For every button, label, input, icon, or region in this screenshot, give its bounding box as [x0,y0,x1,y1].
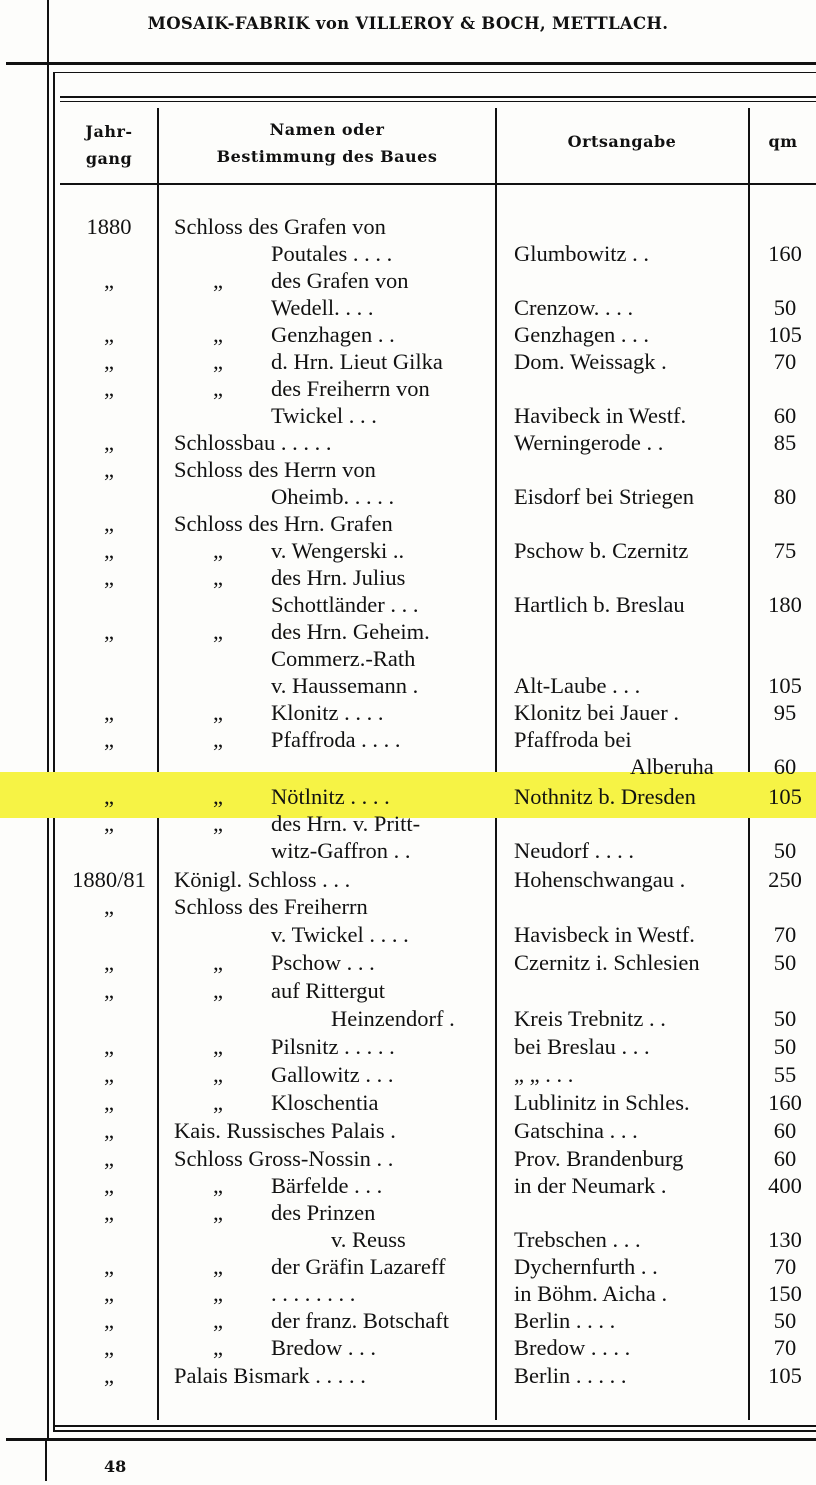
cell-year: „ [104,376,114,401]
header-place: Ortsangabe [567,132,677,151]
cell-name: Poutales . . . . [271,241,393,266]
cell-year [62,837,156,864]
table-row [0,1334,816,1361]
cell-place: Dom. Weissagk . [514,349,667,374]
cell-place: „ „ . . . [514,1062,574,1087]
cell-qm: 400 [768,1173,802,1198]
cell-place: Genzhagen . . . [514,322,649,347]
cell-place: Lublinitz in Schles. [514,1090,690,1115]
cell-name: v. Wengerski .. [271,538,405,563]
bottom-margin-rule [45,1441,47,1481]
cell-year: „ [104,1281,114,1306]
cell-ditto-mark: „ [213,268,223,293]
cell-ditto-mark: „ [213,727,223,752]
cell-name: Gallowitz . . . [271,1062,394,1087]
cell-year: „ [104,894,114,919]
table-row [0,1145,816,1172]
cell-place: Bredow . . . . [514,1335,631,1360]
cell-name: Schloss Gross-Nossin . . [174,1146,394,1171]
cell-name: Palais Bismark . . . . . [174,1363,366,1388]
cell-place: Czernitz i. Schlesien [514,950,700,975]
cell-qm [754,564,816,591]
cell-qm: 60 [773,1146,797,1171]
cell-name: der franz. Botschaft [271,1308,450,1333]
table-row [0,1061,816,1088]
cell-qm: 105 [768,322,802,347]
cell-year: „ [104,268,114,293]
cell-name: Schloss des Freiherrn [174,894,368,919]
cell-name: Twickel . . . [271,403,377,428]
cell-qm: 95 [773,700,797,725]
table-row [0,921,816,948]
cell-year [62,645,156,672]
cell-year: „ [104,1173,114,1198]
header-rule-2 [60,101,816,102]
table-row [0,699,816,726]
cell-name: Schloss des Hrn. Grafen [174,511,393,536]
cell-name: auf Rittergut [271,978,385,1003]
table-row [0,645,816,672]
table-row [0,1226,816,1253]
cell-qm: 75 [773,538,797,563]
cell-ditto-mark: „ [213,1200,223,1225]
table-row [0,726,816,753]
cell-name: Kais. Russisches Palais . [174,1118,396,1143]
cell-year: „ [104,1034,114,1059]
cell-place [514,375,744,402]
cell-place [514,456,744,483]
cell-qm [754,456,816,483]
cell-year: „ [104,1254,114,1279]
cell-year: „ [104,950,114,975]
cell-year: „ [104,619,114,644]
table-row [0,267,816,294]
cell-name: d. Hrn. Lieut Gilka [271,349,443,374]
cell-qm: 70 [773,349,797,374]
header-rule-bottom [60,183,816,185]
cell-place: Havibeck in Westf. [514,403,687,428]
cell-name: des Hrn. Julius [271,565,406,590]
page-heading: MOSAIK-FABRIK von VILLEROY & BOCH, METTLACH. [147,14,669,33]
cell-qm: 60 [773,403,797,428]
cell-year: „ [104,784,114,809]
cell-ditto-mark: „ [213,700,223,725]
cell-name: Kloschentia [271,1090,379,1115]
cell-place: Pfaffroda bei [514,727,632,752]
cell-qm: 50 [773,1034,797,1059]
cell-name: Oheimb. . . . . [271,484,395,509]
cell-name: Schottländer . . . [271,592,419,617]
table-row [0,977,816,1004]
table-row-highlighted [0,783,816,810]
cell-qm: 80 [773,484,797,509]
cell-place: Trebschen . . . [514,1227,641,1252]
cell-qm: 70 [773,922,797,947]
cell-qm: 50 [773,1308,797,1333]
cell-qm [754,510,816,537]
cell-year: „ [104,978,114,1003]
cell-qm: 70 [773,1254,797,1279]
cell-place: Klonitz bei Jauer . [514,700,679,725]
cell-year: „ [104,727,114,752]
header-qm: qm [768,132,798,151]
table-row [0,1199,816,1226]
cell-place [514,810,744,837]
cell-ditto-mark: „ [213,565,223,590]
table-row [0,537,816,564]
table-row [0,348,816,375]
cell-place [514,618,744,645]
cell-qm: 50 [773,838,797,863]
table-row [0,375,816,402]
cell-place: Dychernfurth . . [514,1254,658,1279]
cell-year: „ [104,1146,114,1171]
table-row [0,402,816,429]
cell-year [62,294,156,321]
cell-qm [754,213,816,240]
cell-qm: 70 [773,1335,797,1360]
cell-qm [754,375,816,402]
cell-qm: 105 [768,1363,802,1388]
cell-ditto-mark: „ [213,978,223,1003]
cell-qm: 60 [773,1118,797,1143]
cell-place: Hartlich b. Breslau [514,592,685,617]
cell-name: Pschow . . . [271,950,375,975]
cell-name: des Prinzen [271,1200,376,1225]
cell-year [62,240,156,267]
cell-place: Crenzow. . . . [514,295,634,320]
header-year-line2: gang [85,149,133,168]
table-row [0,1033,816,1060]
cell-qm: 50 [773,950,797,975]
cell-name: Nötlnitz . . . . [271,784,390,809]
cell-qm: 250 [768,867,802,892]
page-number: 48 [104,1457,127,1476]
cell-year [62,921,156,948]
cell-place: bei Breslau . . . [514,1034,650,1059]
cell-ditto-mark: „ [213,1090,223,1115]
table-row [0,618,816,645]
cell-place [514,564,744,591]
cell-year: „ [104,538,114,563]
cell-place: in Böhm. Aicha . [514,1281,668,1306]
left-margin-rule [47,0,49,62]
cell-year: „ [104,1090,114,1115]
bottom-rule [6,1438,816,1441]
cell-place: Werningerode . . [514,430,664,455]
cell-place: Berlin . . . . [514,1308,616,1333]
cell-year: „ [104,1118,114,1143]
cell-ditto-mark: „ [213,1062,223,1087]
table-row [0,1117,816,1144]
cell-place [514,977,744,1004]
cell-place: Alberuha [630,754,714,779]
cell-name: . . . . . . . . [271,1281,356,1306]
table-row [0,1172,816,1199]
cell-qm: 105 [768,784,802,809]
cell-ditto-mark: „ [213,376,223,401]
cell-name: Wedell. . . . [271,295,374,320]
cell-qm [754,267,816,294]
header-year-line1: Jahr- [85,122,133,141]
cell-name: Bredow . . . [271,1335,376,1360]
cell-qm: 50 [773,295,797,320]
cell-year: 1880 [86,214,132,239]
table-row [0,564,816,591]
table-row [0,672,816,699]
cell-qm [754,618,816,645]
cell-name: Schloss des Grafen von [174,214,386,239]
cell-place: Gatschina . . . [514,1118,638,1143]
cell-place: Neudorf . . . . [514,838,634,863]
cell-year: „ [104,811,114,836]
cell-ditto-mark: „ [213,1173,223,1198]
cell-qm: 160 [768,241,802,266]
cell-qm: 105 [768,673,802,698]
table-row [0,429,816,456]
header-name-line1: Namen oder [269,120,385,139]
cell-year: „ [104,457,114,482]
cell-name: Klonitz . . . . [271,700,384,725]
table-row [0,1280,816,1307]
cell-name: witz-Gaffron . . [271,838,411,863]
cell-name [271,753,490,780]
cell-ditto-mark: „ [213,1034,223,1059]
table-row [0,1253,816,1280]
cell-ditto-mark: „ [213,349,223,374]
cell-qm: 130 [768,1227,802,1252]
cell-place: Glumbowitz . . [514,241,649,266]
cell-qm: 60 [773,754,797,779]
cell-name: Bärfelde . . . [271,1173,383,1198]
table-row [0,483,816,510]
cell-name: Heinzendorf . [331,1006,455,1031]
cell-place: Havisbeck in Westf. [514,922,695,947]
cell-place: Kreis Trebnitz . . [514,1006,666,1031]
table-row [0,240,816,267]
cell-name: des Hrn. v. Pritt- [271,811,421,836]
table-row [0,456,816,483]
cell-name: Pfaffroda . . . . [271,727,401,752]
cell-qm: 55 [773,1062,797,1087]
cell-name: des Grafen von [271,268,409,293]
table-row [0,753,816,780]
cell-name: Genzhagen . . [271,322,395,347]
cell-ditto-mark: „ [213,1308,223,1333]
cell-qm [754,645,816,672]
cell-place [514,645,744,672]
cell-qm [754,726,816,753]
table-row [0,1362,816,1389]
cell-name: Schlossbau . . . . . [174,430,332,455]
cell-ditto-mark: „ [213,784,223,809]
cell-year: „ [104,565,114,590]
cell-place: Eisdorf bei Striegen [514,484,694,509]
cell-year [62,591,156,618]
cell-name: v. Twickel . . . . [271,922,409,947]
table-row [0,810,816,837]
frame-bottom-inner [53,1430,816,1432]
cell-qm [754,1199,816,1226]
table-row [0,837,816,864]
cell-ditto-mark: „ [213,538,223,563]
cell-qm: 50 [773,1006,797,1031]
cell-year: „ [104,1335,114,1360]
table-row [0,1307,816,1334]
cell-year: „ [104,700,114,725]
cell-qm [754,893,816,920]
cell-place: Pschow b. Czernitz [514,538,689,563]
cell-year: „ [104,1363,114,1388]
cell-year [62,1005,156,1032]
cell-place: Hohenschwangau . [514,867,686,892]
cell-qm: 85 [773,430,797,455]
cell-ditto-mark: „ [213,950,223,975]
cell-name: Schloss des Herrn von [174,457,376,482]
cell-qm: 180 [768,592,802,617]
cell-place: Prov. Brandenburg [514,1146,684,1171]
cell-place [514,267,744,294]
cell-ditto-mark: „ [213,1335,223,1360]
cell-name: Commerz.-Rath [271,646,416,671]
cell-qm [754,977,816,1004]
cell-ditto-mark: „ [213,1281,223,1306]
table-row [0,321,816,348]
cell-ditto-mark: „ [213,1254,223,1279]
cell-name: v. Haussemann . [271,673,419,698]
cell-year: „ [104,430,114,455]
cell-year: „ [104,1200,114,1225]
table-row [0,893,816,920]
cell-name: des Freiherrn von [271,376,430,401]
cell-place: in der Neumark . [514,1173,667,1198]
cell-year: „ [104,1308,114,1333]
cell-name: Pilsnitz . . . . . [271,1034,395,1059]
cell-year [62,402,156,429]
cell-ditto-mark: „ [213,811,223,836]
cell-year [62,753,156,780]
table-row [0,949,816,976]
cell-year [62,672,156,699]
cell-year: „ [104,1062,114,1087]
header-year [62,118,156,172]
cell-place: Nothnitz b. Dresden [514,784,696,809]
cell-qm [754,810,816,837]
cell-year [62,483,156,510]
cell-year: „ [104,511,114,536]
cell-year [62,1226,156,1253]
cell-place [514,893,744,920]
table-bottom-rule [53,1425,816,1427]
table-row [0,591,816,618]
cell-year: 1880/81 [72,867,146,892]
cell-name: v. Reuss [331,1227,406,1252]
header-rule-1 [60,96,816,98]
table-row [0,866,816,893]
cell-name: des Hrn. Geheim. [271,619,430,644]
cell-year: „ [104,349,114,374]
cell-place: Berlin . . . . . [514,1363,627,1388]
frame-top-inner [53,72,816,73]
cell-ditto-mark: „ [213,322,223,347]
cell-year: „ [104,322,114,347]
cell-name: der Gräfin Lazareff [271,1254,446,1279]
cell-place [514,510,744,537]
cell-qm: 160 [768,1090,802,1115]
table-row [0,213,816,240]
cell-place [514,1199,744,1226]
header-name [160,116,494,170]
table-row [0,1005,816,1032]
table-row [0,294,816,321]
cell-place: Alt-Laube . . . [514,673,641,698]
cell-name: Königl. Schloss . . . [174,867,351,892]
cell-place [514,213,744,240]
header-name-line2: Bestimmung des Baues [216,147,438,166]
table-row [0,510,816,537]
table-row [0,1089,816,1116]
cell-qm: 150 [768,1281,802,1306]
top-rule [6,62,816,65]
cell-ditto-mark: „ [213,619,223,644]
